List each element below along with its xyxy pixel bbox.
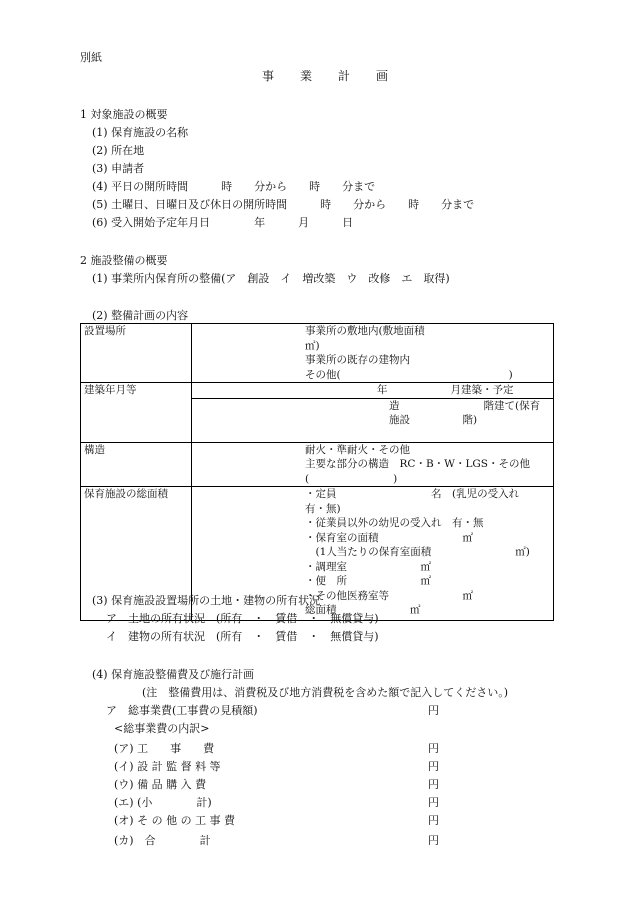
yen-unit: 円 <box>428 796 439 809</box>
per-child-area-line: (1人当たりの保育室面積 ㎡) <box>305 546 530 558</box>
breakdown-row: (イ) 設 計 監 督 料 等 <box>114 760 221 773</box>
fire-resistance-line: 耐火・準耐火・その他 <box>305 443 410 456</box>
plan-content-heading: (2) 整備計画の内容 <box>92 309 189 322</box>
total-area-line: 総面積 ㎡ <box>305 604 421 616</box>
facility-type-item: (1) 事業所内保育所の整備(ア 創設 イ 増改築 ウ 改修 エ 取得) <box>92 272 450 285</box>
title-char: 事 <box>262 69 275 83</box>
land-ownership-line: ア 土地の所有状況 (所有 ・ 賃借 ・ 無償貸与) <box>106 612 379 625</box>
cost-plan-heading: (4) 保育施設整備費及び施行計画 <box>92 668 255 681</box>
yen-unit: 円 <box>428 814 439 827</box>
table-row <box>81 324 554 383</box>
title-char: 業 <box>300 69 313 83</box>
nursery-area-line: ・保育室の面積 ㎡ <box>305 531 473 544</box>
table-row <box>81 442 554 487</box>
breakdown-row: (カ) 合 計 <box>114 834 211 847</box>
row-label: 構造 <box>81 442 192 487</box>
title-char: 画 <box>376 69 389 83</box>
breakdown-row: (オ) そ の 他 の 工 事 費 <box>114 814 236 827</box>
attachment-label: 別紙 <box>80 51 102 64</box>
total-cost-line: ア 総事業費(工事費の見積額) <box>106 704 258 717</box>
plan-table <box>80 323 554 621</box>
yen-unit: 円 <box>428 742 439 755</box>
tax-note: (注 整備費用は、消費税及び地方消費税を含めた額で記入してください。) <box>142 686 509 699</box>
yen-unit: 円 <box>428 704 439 717</box>
page-title <box>262 69 388 83</box>
outside-children-line: ・従業員以外の幼児の受入れ 有・無 <box>305 517 484 529</box>
section1-heading: 1 対象施設の概要 <box>80 108 168 121</box>
row-label: 保育施設の総面積 <box>81 487 192 621</box>
floors-line: 造 階建て(保育施設 階) <box>192 398 553 442</box>
facility-name-item: (1) 保育施設の名称 <box>92 126 189 139</box>
ownership-heading: (3) 保育施設設置場所の土地・建物の所有状況 <box>92 594 321 607</box>
applicant-item: (3) 申請者 <box>92 162 145 175</box>
row-value <box>192 324 554 383</box>
weekday-hours-item: (4) 平日の開所時間 時 分から 時 分まで <box>92 180 376 193</box>
table-row <box>81 383 554 443</box>
row-value <box>192 442 554 487</box>
section2-heading: 2 施設整備の概要 <box>80 254 168 267</box>
title-char: 計 <box>338 69 351 83</box>
breakdown-row: (ウ) 備 品 購 入 費 <box>114 778 207 791</box>
breakdown-heading: <総事業費の内訳> <box>114 722 210 735</box>
capacity-line: ・定員 名 (乳児の受入れ 有・無) <box>305 488 530 515</box>
breakdown-row: (エ) (小 計) <box>114 796 212 809</box>
site-area-line: 事業所の敷地内(敷地面積 ㎡) <box>305 325 541 352</box>
row-label: 建築年月等 <box>81 383 192 443</box>
build-date-line: 年 月建築・予定 <box>377 384 514 396</box>
yen-unit: 円 <box>428 760 439 773</box>
weekend-hours-item: (5) 土曜日、日曜日及び休日の開所時間 時 分から 時 分まで <box>92 198 475 211</box>
start-date-item: (6) 受入開始予定年月日 年 月 日 <box>92 216 354 229</box>
location-item: (2) 所在地 <box>92 144 145 157</box>
kitchen-line: ・調理室 ㎡ <box>305 560 431 573</box>
existing-building-line: 事業所の既存の建物内 <box>305 354 410 366</box>
building-ownership-line: イ 建物の所有状況 (所有 ・ 賃借 ・ 無償貸与) <box>106 630 379 643</box>
medical-room-line: ・その他医務室等 ㎡ <box>305 589 473 602</box>
row-value <box>192 383 554 443</box>
yen-unit: 円 <box>428 778 439 791</box>
other-location-line: その他( ) <box>305 368 513 381</box>
breakdown-row: (ア) 工 事 費 <box>114 742 215 755</box>
main-structure-line: 主要な部分の構造 RC・B・W・LGS・その他( ) <box>305 458 531 485</box>
yen-unit: 円 <box>428 834 439 847</box>
row-label: 設置場所 <box>81 324 192 383</box>
toilet-line: ・便 所 ㎡ <box>305 575 431 587</box>
